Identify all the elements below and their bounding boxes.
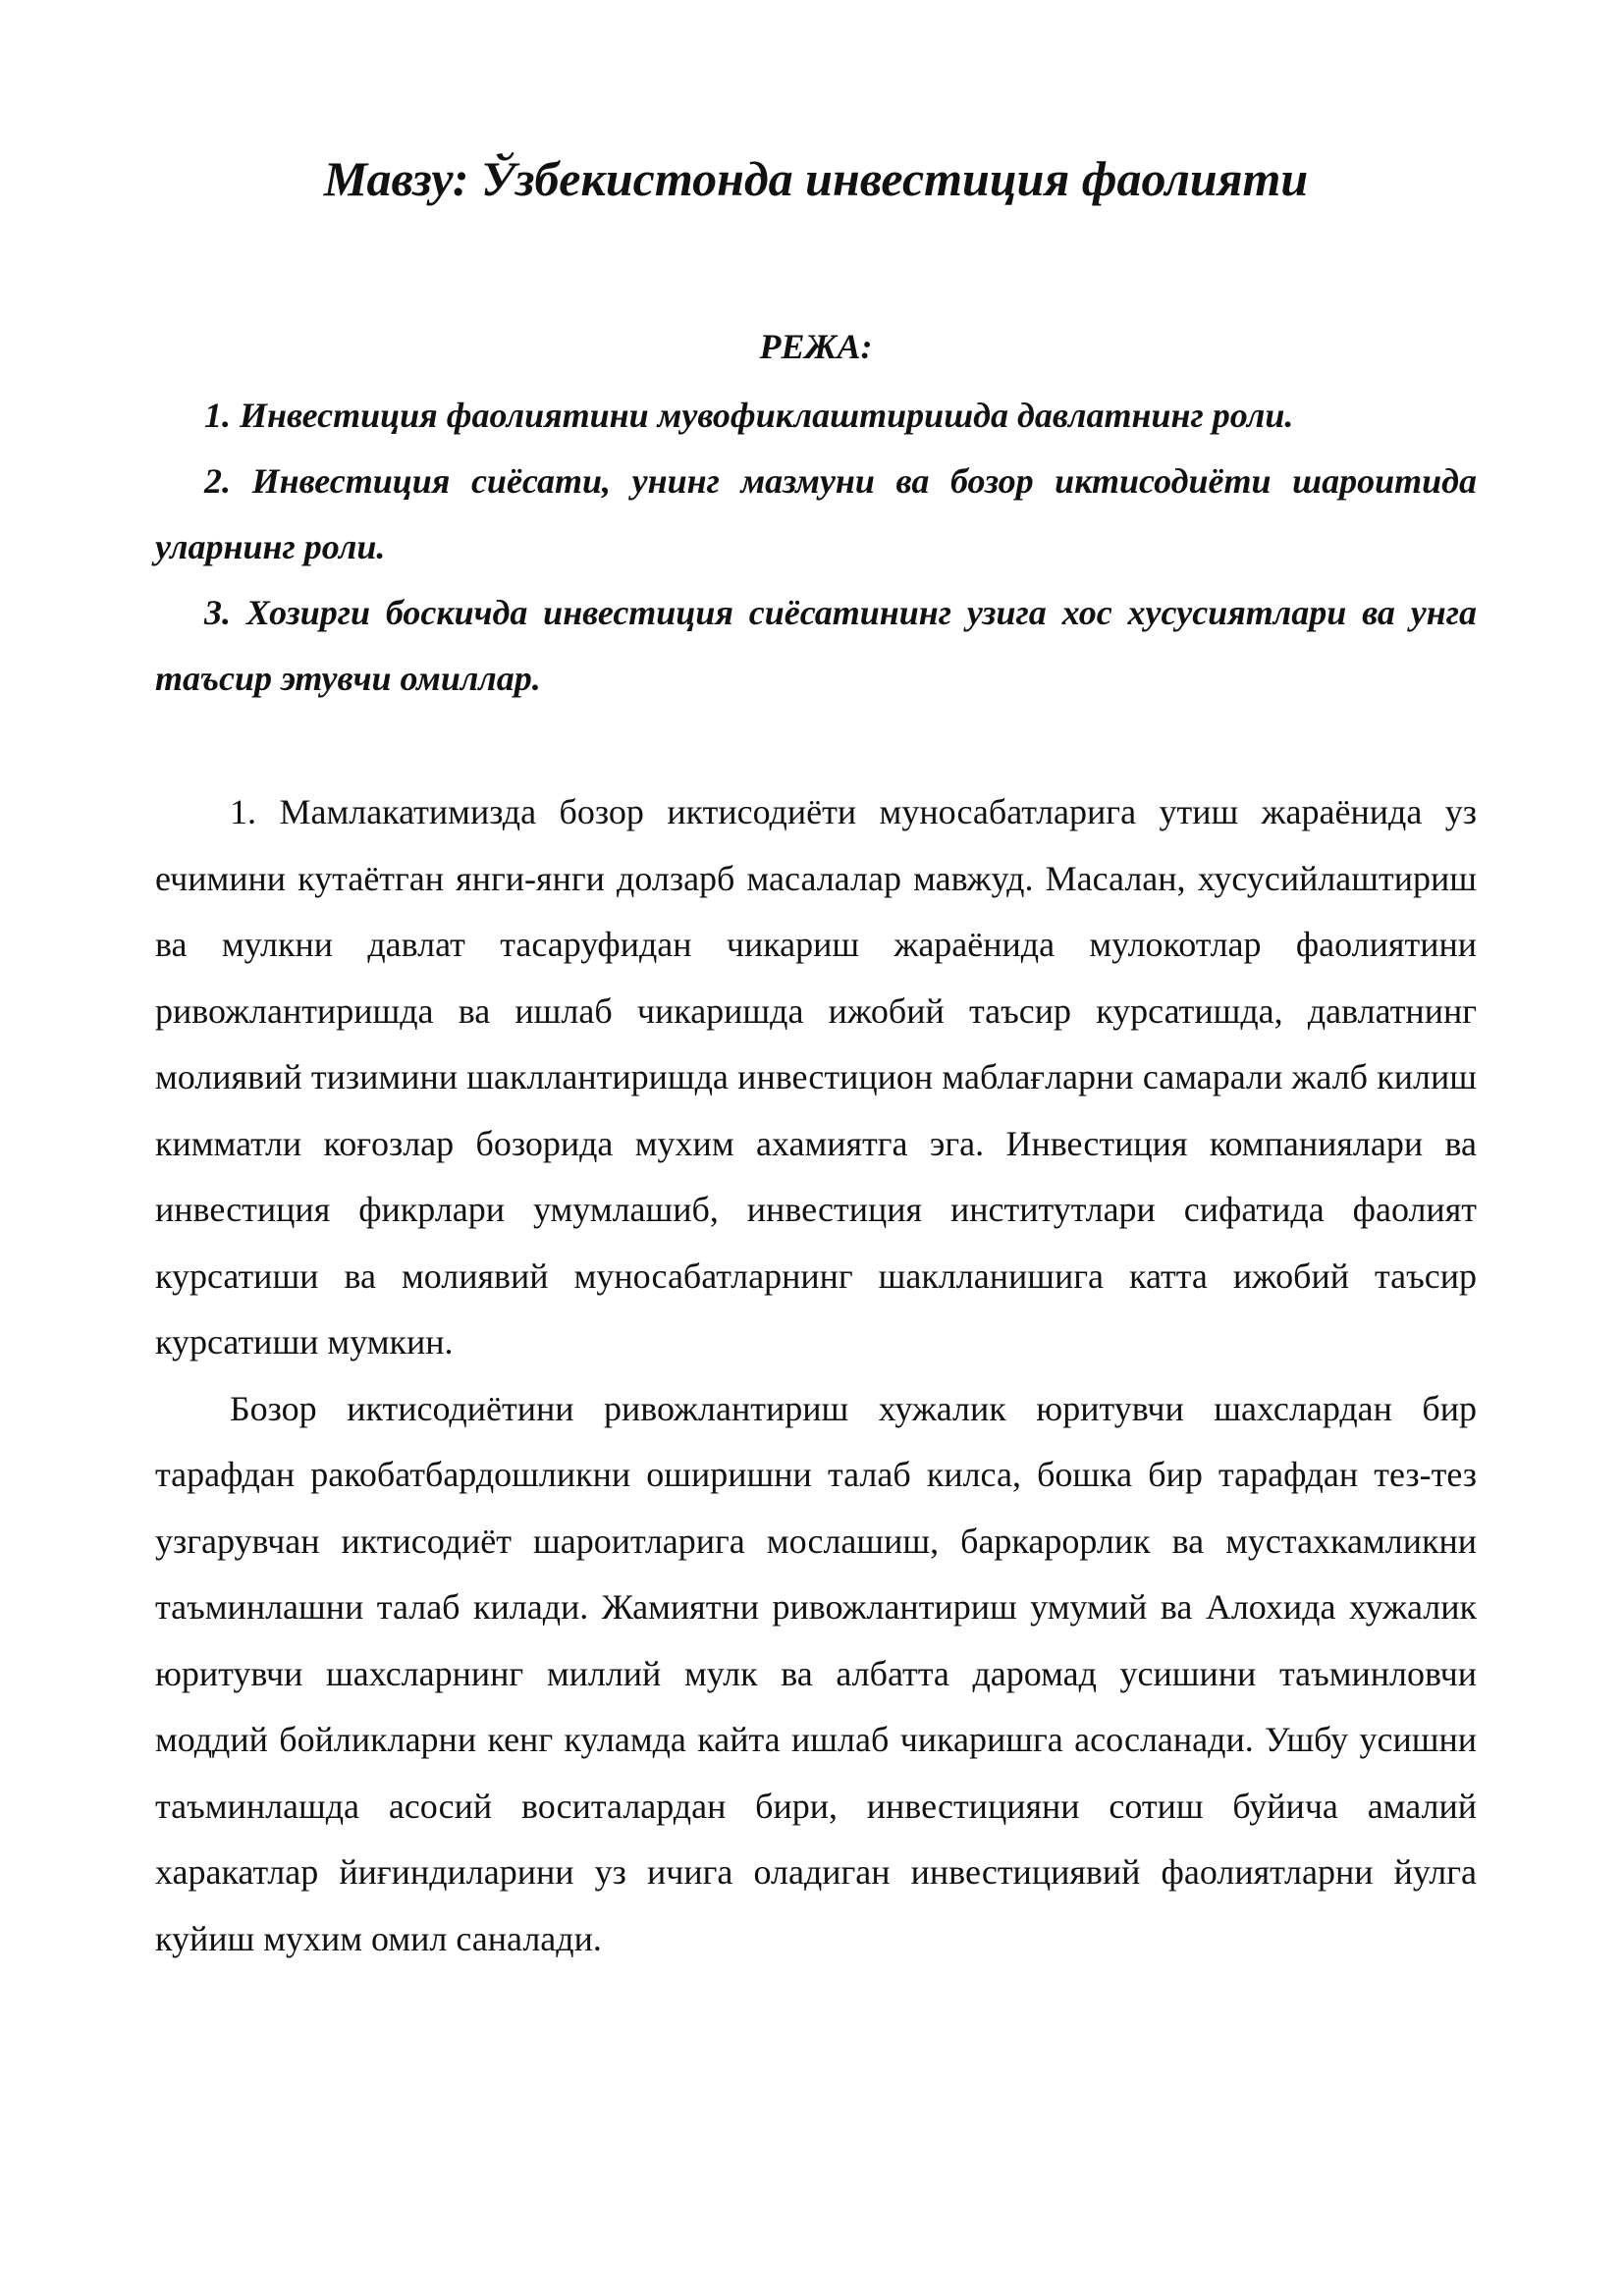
plan-list <box>155 383 1477 712</box>
document-title: Мавзу: Ўзбекистонда инвестиция фаолияти <box>323 151 1309 206</box>
plan-item: 2. Инвестиция сиёсати, унинг мазмуни ва бозор иктисодиёти шароитида уларнинг роли. <box>155 461 1477 566</box>
body-paragraph: 1. Мамлакатимизда бозор иктисодиёти муносабатларига утиш жараёнида уз ечимини кутаётган янги-янги долзарб масалалар мавжуд. Масалан, хусусийлаштириш ва мулкни давлат тасаруфидан чикариш жараёнида мулокотлар фаолиятини ривожлантиришда ва ишлаб чикаришда ижобий таъсир курсатишда, давлатнинг молиявий тизимини шакллантиришда инвестицион маблағларни самарали жалб килиш кимматли коғозлар бозорида мухим ахамиятга эга. Инвестиция компаниялари ва инвестиция фикрлари умумлашиб, инвестиция институтлари сифатида фаолият курсатиши ва молиявий муносабатларнинг шаклланишига катта ижобий таъсир курсатиши мумкин. <box>155 792 1477 1362</box>
body-paragraph: Бозор иктисодиётини ривожлантириш хужалик юритувчи шахслардан бир тарафдан ракобатбардошликни оширишни талаб килса, бошка бир тарафдан тез-тез узгарувчан иктисодиёт шароитларига мослашиш, баркарорлик ва мустахкамликни таъминлашни талаб килади. Жамиятни ривожлантириш умумий ва Алохида хужалик юритувчи шахсларнинг миллий мулк ва албатта даромад усишини таъминловчи моддий бойликларни кенг куламда кайта ишлаб чикаришга асосланади. Ушбу усишни таъминлашда асосий воситалардан бири, инвестицияни сотиш буйича амалий харакатлар йиғиндиларини уз ичига оладиган инвестициявий фаолиятларни йулга куйиш мухим омил саналади. <box>155 1388 1477 1958</box>
plan-item: 1. Инвестиция фаолиятини мувофиклаштиришда давлатнинг роли. <box>204 396 1294 435</box>
plan-item: 3. Хозирги боскичда инвестиция сиёсатининг узига хос хусусиятлари ва унга таъсир этувчи омиллар. <box>155 593 1477 698</box>
plan-heading: РЕЖА: <box>759 327 873 366</box>
body-text <box>155 779 1477 1972</box>
